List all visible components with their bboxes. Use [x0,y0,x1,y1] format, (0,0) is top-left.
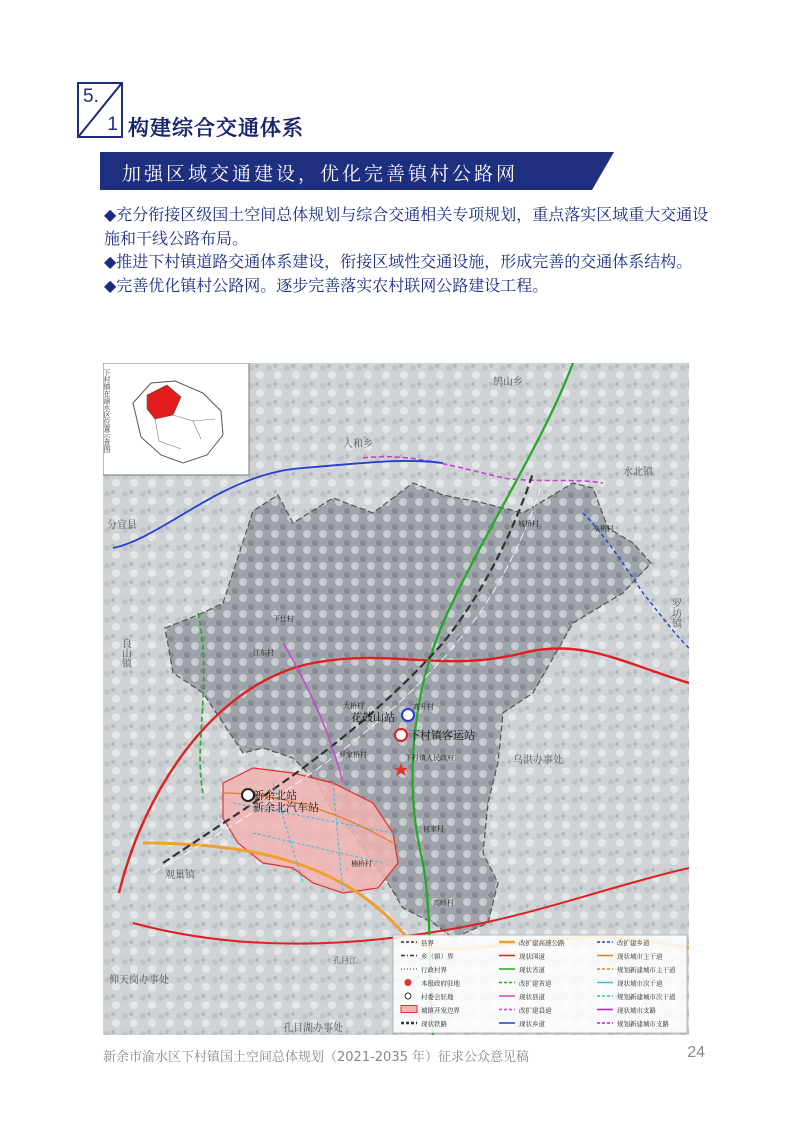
village-label: 江东村 [253,649,274,657]
station-label: 新余北站 [253,789,297,802]
legend-label: 现状城市次干道 [617,979,663,988]
footer-text: 新余市渝水区下村镇国土空间总体规划（2021-2035 年）征求公众意见稿 [103,1050,529,1065]
legend-label: 现状国道 [519,952,545,961]
legend-label: 规划新建城市主干道 [617,966,676,974]
location-inset [103,363,249,475]
bullet-item: ◆完善优化镇村公路网。逐步完善落实农村联网公路建设工程。 [104,275,549,295]
page-number: 24 [687,1044,705,1061]
village-label: 楠桥村 [351,860,372,868]
village-label: 李桥村 [593,525,614,533]
legend-symbol [401,1006,417,1013]
place-label: 良山镇 [119,638,131,668]
legend-label: 村委会驻地 [421,993,454,1001]
legend-label: 改扩建乡道 [617,939,650,947]
place-label: 孔目江 [333,956,357,965]
village-label: 城桥村 [518,520,539,528]
transport-plan-map [103,363,689,1035]
subtitle-banner [100,152,614,190]
village-label: 大桥村 [343,702,364,710]
legend-label: 规划新建城市次干道 [617,993,676,1001]
legend-label: 现状铁路 [421,1020,447,1028]
legend-label: 乡（镇）界 [421,952,454,961]
village-label: 高升村 [413,703,434,711]
legend-label: 现状省道 [519,966,545,974]
legend-symbol [405,993,411,999]
legend-label: 行政村界 [421,966,447,974]
place-label: 乌洪办事处 [513,755,563,766]
village-label: 何家村 [423,825,444,833]
legend-label: 现状乡道 [519,1020,545,1028]
place-label: 仰天岗办事处 [109,975,169,986]
station-label: 花鼓山站 [351,711,395,724]
bullet-item: ◆推进下村镇道路交通体系建设，衔接区域性交通设施，形成完善的交通体系结构。 [104,252,693,271]
legend-label: 改扩建省道 [519,979,552,988]
bullet-item: ◆充分衔接区级国土空间总体规划与综合交通相关专项规划，重点落实区域重大交通设施和干线公路布局。 [104,205,709,248]
place-label: 人和乡 [343,439,373,450]
village-label: 下仕村 [273,615,294,623]
legend-label: 改扩建高速公路 [519,939,565,947]
legend-label: 现状城市主干道 [617,952,663,961]
legend-label: 现状县道 [519,993,545,1001]
section-title: 构建综合交通体系 [128,116,304,140]
village-label: 下村镇人民政府 [405,754,454,762]
section-number-major: 5. [83,86,99,107]
legend-label: 县界 [421,939,434,947]
inset-label: 下村镇在渝水区位置示意图 [103,369,111,453]
village-label: 高岭村 [433,899,454,907]
place-label: 观巢镇 [165,870,195,881]
legend-label: 本级政府驻地 [421,979,460,988]
bus-station-icon [395,729,407,741]
legend-symbol [405,980,411,986]
map-canvas [103,363,689,1035]
legend-label: 现状城市支路 [617,1006,656,1015]
banner-text: 加强区域交通建设，优化完善镇村公路网 [122,163,519,185]
place-label: 水北镇 [623,467,653,478]
legend-label: 改扩建县道 [519,1006,552,1015]
station-label: 下村镇客运站 [409,729,475,742]
station-label: 新余北汽车站 [253,801,319,814]
legend-label: 城镇开发边界 [421,1006,460,1015]
legend-label: 规划新建城市支路 [617,1020,669,1028]
bullet-list [104,203,724,297]
place-label: 分宜县 [107,520,137,531]
village-label: 罗家桥村 [339,751,367,759]
place-label: 鹄山乡 [493,377,523,388]
section-number-box [77,82,123,138]
place-label: 孔目湖办事处 [283,1023,343,1034]
section-number-minor: 1 [107,114,118,135]
place-label: 罗坊镇 [669,598,681,628]
